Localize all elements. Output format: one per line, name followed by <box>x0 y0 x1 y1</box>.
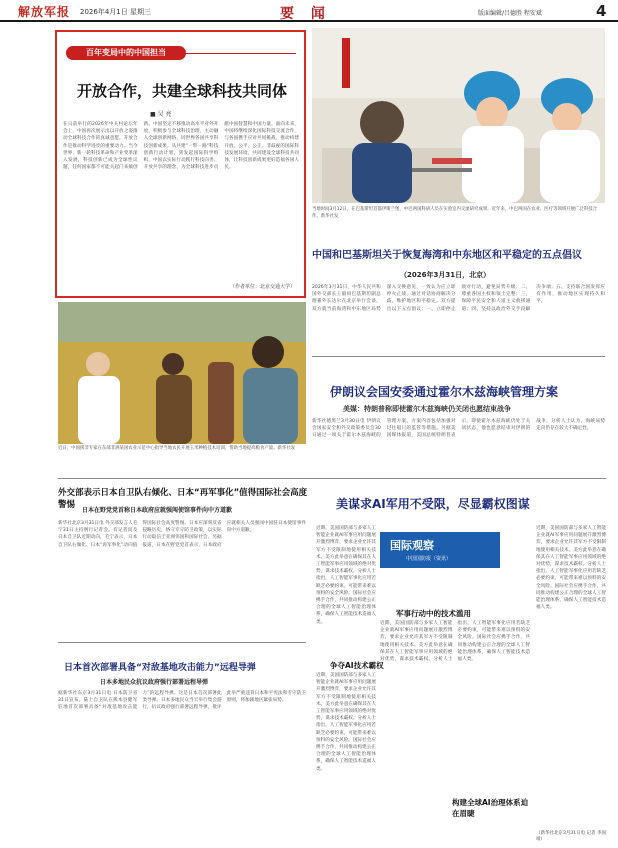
iran-subhead: 美媒：特朗普称即使霍尔木兹海峡仍关闭也愿结束战争 <box>343 405 511 413</box>
japan-sdf-body: 新华社北京3月31日电 外交部发言人毛宁31日主持例行记者会。有记者问及日本自卫队近期动向，毛宁表示，日本自卫队右倾化、日本“再军事化”动向值得国际社会高度警惕。日本应深刻反省侵略历史，恪守专守防卫政策，以实际行动取信于亚洲邻国和国际社会。另据报道，日本在野党党首表示，日本政府应就相关人员强闯中国驻日本使馆事件向中方道歉。 <box>58 521 306 548</box>
ai-military-headline[interactable]: 美谋求AI军用不受限，尽显霸权图谋 <box>336 497 530 511</box>
page-editors: 版面编辑/吕德胜 程安斌 <box>478 10 542 17</box>
issue-date: 2026年4月1日 星期三 <box>80 8 151 16</box>
ai-military-body-col1: 近期，美国国防部与多家人工智能企业就AI军事应用问题展开激烈博弈，要求企业允许其军方不受限制地使用相关技术。美方此举意在确保其在人工智能军事应用领域的绝对优势，谋求技术霸权。分析人士指出，人工智能军事化应用若缺乏必要约束，可能带来难以预料的安全风险。国际社会应携手合作，共同推动构建公正合理的全球人工智能治理体系，确保人工智能技术造福人类。 <box>316 526 376 625</box>
feature-kicker: 百年变局中的中国担当 <box>66 46 186 60</box>
section-title: 要 闻 <box>280 6 331 22</box>
japan-missile-subhead: 日本多地民众抗议政府强行部署远程导弹 <box>100 679 209 686</box>
ai-military-credit: （新华社北京3月31日电 记者 李国靖） <box>536 831 606 842</box>
lab-photo[interactable] <box>312 28 605 203</box>
ai-subhead-2: 构建全球AI治理体系迫在眉睫 <box>452 798 529 818</box>
japan-sdf-subhead: 日本在野党党首称日本政府应就强闯使馆事件向中方道歉 <box>82 507 233 514</box>
feature-byline: ■ 吴 亮 <box>150 111 172 118</box>
ai-subhead-1: 军事行动中的技术滥用 <box>396 609 471 618</box>
japan-missile-headline[interactable]: 日本首次部署具备“对敌基地攻击能力”远程导弹 <box>64 663 256 673</box>
ai-military-body-col3: 近期，美国国防部与多家人工智能企业就AI军事应用问题展开激烈博弈，要求企业允许其军方不受限制地使用相关技术。美方此举意在确保其在人工智能军事应用领域的绝对优势，谋求技术霸权。分析人士指出，人工智能军事化应用若缺乏必要约束，可能带来难以预料的安全风险。国际社会应携手合作，共同推动构建公正合理的全球人工智能治理体系，确保人工智能技术造福人类。 <box>380 621 530 663</box>
page-number: 4 <box>596 2 607 20</box>
china-pakistan-body: 2026年3月31日，中华人民共和国外交部长王毅同巴基斯坦副总理兼外长达尔在北京举行会谈。双方就当前海湾和中东地区局势深入交换意见，一致认为应立即停火止战，通过对话协商解决分歧，维护地区和平稳定。双方提出以下五点倡议：一、立即停止敌对行动，避免局势升级；二、尊重各国主权和领土完整；三、保障平民安全和人道主义救援通道；四、坚持以政治外交手段解决争端；五、支持联合国发挥应有作用，推动地区实现持久和平。 <box>312 285 605 312</box>
divider <box>58 642 306 643</box>
farm-photo[interactable] <box>58 302 306 444</box>
iran-headline[interactable]: 伊朗议会国安委通过霍尔木兹海峡管理方案 <box>330 385 559 399</box>
feature-credit: （作者单位：北京交通大学） <box>230 284 296 290</box>
feature-headline[interactable]: 开放合作，共建全球科技共同体 <box>76 82 287 100</box>
farm-photo-caption: 近日，中国援非专家在东部非洲某国农业示范中心指导当地农民开展玉米种植技术培训，帮助当地提高粮食产量。新华社发 <box>58 446 296 451</box>
newspaper-logo: 解放军报 <box>18 5 71 19</box>
divider <box>58 478 606 479</box>
ai-military-body-col4: 近期，美国国防部与多家人工智能企业就AI军事应用问题展开激烈博弈，要求企业允许其军方不受限制地使用相关技术。美方此举意在确保其在人工智能军事应用领域的绝对优势，谋求技术霸权。分析人士指出，人工智能军事化应用若缺乏必要约束，可能带来难以预料的安全风险。国际社会应携手合作，共同推动构建公正合理的全球人工智能治理体系，确保人工智能技术造福人类。 <box>536 526 606 611</box>
kicker-rule <box>186 53 296 54</box>
feature-body: 在日前举行的2026年中关村论坛年会上，中国再次展示出以开放之姿推动全球科技合作的真诚意愿。开放合作是推动科学进步的重要动力。当今世界，新一轮科技革命和产业变革深入发展，科技创新已成为全球性议题，任何国家都不可能关起门来搞创新。中国坚定不移推动高水平对外开放，积极参与全球科技治理，主动融入全球创新网络，同世界各国共享科技创新成果。从共建“一带一路”科技创新行动计划，到发起国际科学组织，中国以实际行动践行科技向善、开放共享的理念，为全球科技进步贡献中国智慧和中国力量。面向未来，中国将继续深化国际科技交流合作，与各国携手应对共同挑战，推动构建开放、公平、公正、非歧视的国际科技发展环境，共同建设全球科技共同体，让科技创新成果更好造福各国人民。 <box>63 122 299 171</box>
japan-sdf-headline[interactable]: 外交部表示日本自卫队右倾化、日本“再军事化”值得国际社会高度警惕 <box>58 488 308 510</box>
column-title: 国际观察 <box>390 539 434 552</box>
japan-missile-body: 据新华社东京3月31日电 日本防卫省31日宣布，陆上自卫队在熊本县健军驻地首次部署具备“对敌基地攻击能力”的远程导弹。这是日本首次部署此类导弹。日本多地民众当天举行集会游行，抗议政府强行部署远程导弹，批评此举严重违背日本和平宪法和专守防卫原则，将加剧地区紧张局势。 <box>58 691 306 711</box>
china-pakistan-dateline: （2026年3月31日，北京） <box>400 271 491 279</box>
ai-subhead-0: 争夺AI技术霸权 <box>330 661 384 670</box>
divider <box>312 356 605 357</box>
china-pakistan-headline[interactable]: 中国和巴基斯坦关于恢复海湾和中东地区和平稳定的五点倡议 <box>312 250 582 261</box>
iran-body: 新华社德黑兰3月30日电 伊朗议会国家安全和外交政策委员会30日通过一项关于霍尔木兹海峡的管理方案。方案内容包括加强对过往船只的监管等措施。另据美国媒体报道，美国总统特朗普表示，即使霍尔木兹海峡仍处于关闭状态，他也愿意结束对伊朗的战争。分析人士认为，海峡局势走向仍存在较大不确定性。 <box>312 419 605 439</box>
column-subtitle: 中国国防报（资讯） <box>406 556 452 562</box>
ai-military-body-col2: 近期，美国国防部与多家人工智能企业就AI军事应用问题展开激烈博弈，要求企业允许其军方不受限制地使用相关技术。美方此举意在确保其在人工智能军事应用领域的绝对优势，谋求技术霸权。分析人士指出，人工智能军事化应用若缺乏必要约束，可能带来难以预料的安全风险。国际社会应携手合作，共同推动构建公正合理的全球人工智能治理体系，确保人工智能技术造福人类。 <box>316 673 376 772</box>
lab-photo-caption: 当地时间3月12日，在巴基斯坦首都伊斯兰堡，中巴两国科研人员在实验室内交流研究成果。近年来，中巴两国在农业、医疗等领域开展广泛科技合作。新华社发 <box>312 207 597 219</box>
